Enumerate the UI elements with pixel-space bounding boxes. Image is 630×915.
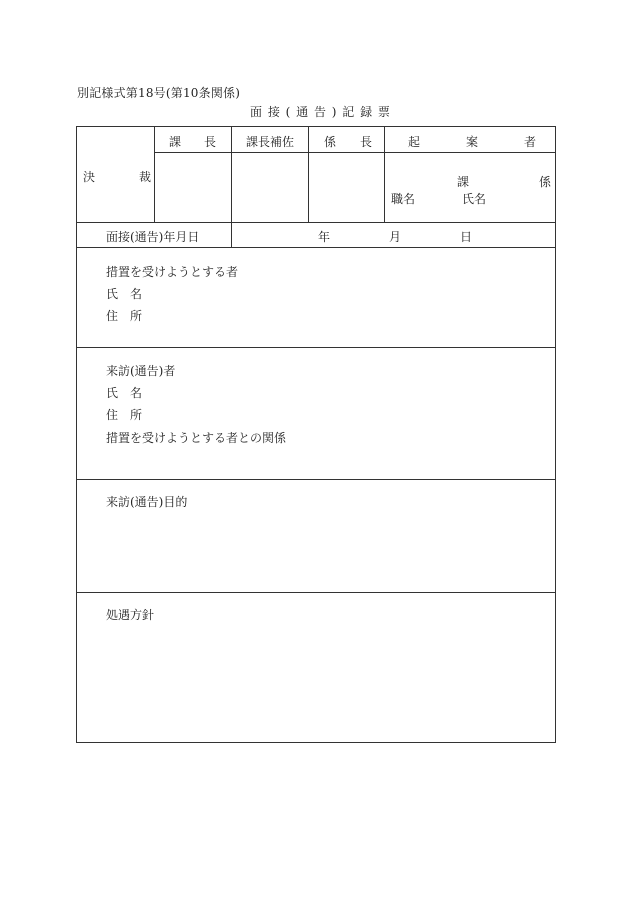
subject-heading: 措置を受けようとする者 (106, 265, 239, 279)
record-form (76, 126, 556, 743)
approval-label-ketsu: 決 (83, 170, 96, 184)
subject-address-label: 住 所 (106, 309, 143, 323)
header-kian-1: 起 (408, 135, 421, 149)
approval-header-divider (154, 152, 556, 153)
purpose-heading: 来訪(通告)目的 (106, 495, 188, 509)
purpose-section-divider (77, 592, 555, 593)
date-year-label: 年 (318, 230, 331, 244)
visitor-heading: 来訪(通告)者 (106, 364, 176, 378)
visitor-name-label: 氏 名 (106, 386, 143, 400)
visitor-relation-label: 措置を受けようとする者との関係 (106, 431, 287, 445)
approval-col-divider-3 (308, 127, 309, 222)
header-kacho-hosa: 課長補佐 (246, 135, 295, 149)
date-month-label: 月 (389, 230, 402, 244)
approval-col-divider-2 (231, 127, 232, 247)
approval-bottom-divider (77, 222, 555, 223)
visitor-address-label: 住 所 (106, 408, 143, 422)
interview-date-label: 面接(通告)年月日 (106, 230, 200, 244)
document-title: 面 接 ( 通 告 ) 記 録 票 (250, 105, 391, 119)
kian-shimei-label: 氏名 (462, 192, 487, 206)
header-kakaricho-1: 係 (324, 135, 337, 149)
kian-shokumei-label: 職名 (391, 192, 416, 206)
header-kacho-2: 長 (204, 135, 217, 149)
header-kakaricho-2: 長 (360, 135, 373, 149)
kian-ka-label: 課 (457, 175, 470, 189)
date-day-label: 日 (460, 230, 473, 244)
subject-section-divider (77, 347, 555, 348)
visitor-section-divider (77, 479, 555, 480)
approval-label-sai: 裁 (139, 170, 152, 184)
policy-heading: 処遇方針 (106, 608, 155, 622)
kian-kakari-label: 係 (539, 175, 552, 189)
header-kian-3: 者 (524, 135, 537, 149)
header-kian-2: 案 (466, 135, 479, 149)
date-row-divider (77, 247, 555, 248)
form-number: 別記様式第18号(第10条関係) (77, 86, 241, 100)
approval-col-divider-4 (384, 127, 385, 222)
header-kacho-1: 課 (169, 135, 182, 149)
approval-col-divider-1 (154, 127, 155, 222)
subject-name-label: 氏 名 (106, 287, 143, 301)
